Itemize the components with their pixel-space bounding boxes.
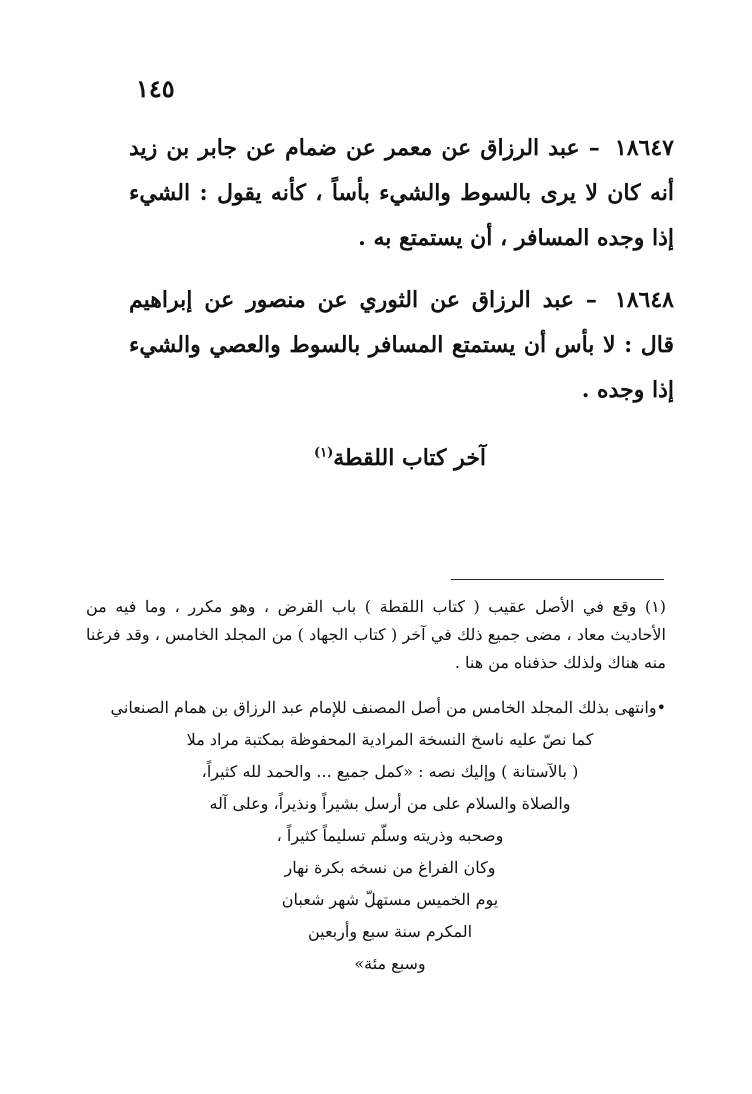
colophon-line: يوم الخميس مستهلّ شهر شعبان — [281, 890, 499, 909]
footnote-text: وقع في الأصل عقيب ( كتاب اللقطة ) باب القرض ، وهو مكرر ، وما فيه من الأحاديث معاد ، مضى جميع ذلك في آخر ( كتاب الجهاد ) من المجلد الخامس ، وقد فرغنا منه هناك ولذلك حذفناه من هنا . — [86, 597, 666, 672]
book-end-title: آخر كتاب اللقطة — [333, 445, 487, 471]
hadith-18647 — [129, 126, 674, 261]
colophon-line: ( بالآستانة ) وإليك نصه : «كمل جميع ... والحمد لله كثيراً، — [201, 762, 579, 781]
hadith-text: – عبد الرزاق عن معمر عن ضمام عن جابر بن زيد أنه كان لا يرى بالسوط والشيء بأساً ، كأنه يقول : الشيء إذا وجده المسافر ، أن يستمتع به . — [129, 135, 674, 251]
hadith-18648 — [129, 278, 674, 413]
footnote-separator — [451, 579, 664, 580]
hadith-text: – عبد الرزاق عن الثوري عن منصور عن إبراهيم قال : لا بأس أن يستمتع المسافر بالسوط والعصي والشيء إذا وجده . — [129, 287, 674, 403]
colophon-line: وسبع مئة» — [354, 954, 426, 973]
page-number: ١٤٥ — [136, 74, 175, 103]
footnote — [86, 593, 666, 677]
colophon-line: كما نصّ عليه ناسخ النسخة المرادية المحفوظة بمكتبة مراد ملا — [186, 730, 594, 749]
book-end-heading — [0, 445, 752, 471]
hadith-number: ١٨٦٤٨ — [614, 287, 674, 313]
footnote-mark: (١) — [644, 597, 667, 616]
colophon-line: المكرم سنة سبع وأربعين — [307, 922, 473, 941]
hadith-number: ١٨٦٤٧ — [614, 135, 674, 161]
colophon-line: وكان الفراغ من نسخه بكرة نهار — [284, 858, 496, 877]
colophon-line: وصحبه وذريته وسلّم تسليماً كثيراً ، — [276, 826, 504, 845]
colophon — [140, 724, 640, 980]
colophon-first-line: •وانتهى بذلك المجلد الخامس من أصل المصنف للإمام عبد الرزاق بن همام الصنعاني — [110, 698, 666, 717]
footnote-reference: (١) — [313, 445, 334, 461]
colophon-line: والصلاة والسلام على من أرسل بشيراً ونذيراً، وعلى آله — [209, 794, 571, 813]
